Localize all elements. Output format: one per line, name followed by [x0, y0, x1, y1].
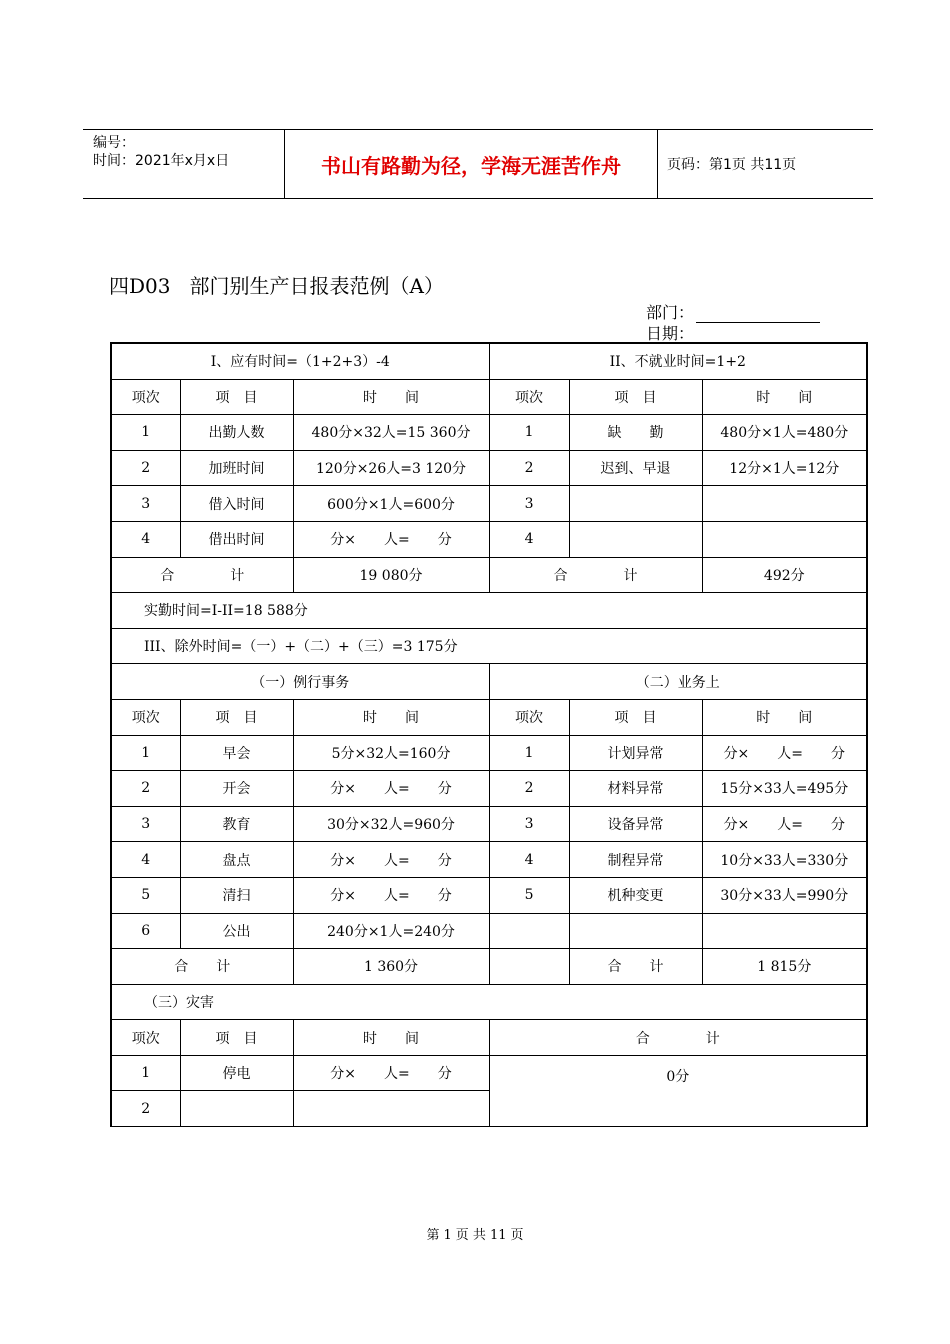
section3-head-right: （二）业务上 — [489, 664, 867, 700]
table-cell: 分× 人= 分 — [293, 771, 489, 807]
col-header: 时 间 — [702, 699, 867, 735]
dept-field — [646, 300, 820, 323]
table-cell — [293, 1091, 489, 1127]
col-header: 项次 — [111, 1020, 180, 1056]
table-cell — [702, 913, 867, 949]
col-header: 项 目 — [180, 699, 293, 735]
table-cell: 480分×32人=15 360分 — [293, 415, 489, 451]
table-cell — [489, 913, 569, 949]
table-cell: 分× 人= 分 — [293, 877, 489, 913]
column-header-row — [111, 379, 867, 415]
table-cell: 1 — [111, 1055, 180, 1091]
table-cell — [569, 913, 702, 949]
total-label: 合 计 — [111, 557, 293, 593]
col-header: 项 目 — [180, 1020, 293, 1056]
total-label: 合 计 — [489, 557, 702, 593]
total-row — [111, 949, 867, 985]
section1-head-right: II、不就业时间=1+2 — [489, 343, 867, 379]
total-value: 1 815分 — [702, 949, 867, 985]
table-cell: 2 — [111, 450, 180, 486]
table-cell: 清扫 — [180, 877, 293, 913]
table-cell: 借入时间 — [180, 486, 293, 522]
table-row — [111, 877, 867, 913]
footer-mid: 页 共 — [455, 1228, 486, 1243]
table-cell: 15分×33人=495分 — [702, 771, 867, 807]
col-header: 项次 — [489, 699, 569, 735]
table-row — [111, 735, 867, 771]
table-cell: 1 — [489, 735, 569, 771]
disaster-header-row — [111, 984, 867, 1020]
table-row — [111, 521, 867, 557]
table-cell: 1 — [111, 415, 180, 451]
table-cell: 120分×26人=3 120分 — [293, 450, 489, 486]
column-header-row — [111, 699, 867, 735]
table-cell — [569, 486, 702, 522]
col-header: 项 目 — [180, 379, 293, 415]
table-row — [111, 806, 867, 842]
col-header: 合 计 — [489, 1020, 867, 1056]
column-header-row — [111, 1020, 867, 1056]
table-row — [111, 842, 867, 878]
empty-cell — [489, 949, 569, 985]
table-cell: 3 — [111, 486, 180, 522]
table-cell: 公出 — [180, 913, 293, 949]
number-label: 编号： — [93, 135, 135, 151]
col-header: 项次 — [489, 379, 569, 415]
table-cell: 480分×1人=480分 — [702, 415, 867, 451]
table-cell: 设备异常 — [569, 806, 702, 842]
footer-page-num: 1 — [443, 1228, 452, 1243]
table-cell: 1 — [489, 415, 569, 451]
table-cell: 3 — [489, 486, 569, 522]
page-footer — [0, 1224, 950, 1243]
table-cell: 分× 人= 分 — [293, 521, 489, 557]
table-cell: 2 — [111, 771, 180, 807]
col-header: 项次 — [111, 379, 180, 415]
actual-time-row — [111, 593, 867, 629]
table-cell: 分× 人= 分 — [702, 735, 867, 771]
table-cell: 缺 勤 — [569, 415, 702, 451]
disaster-head: （三）灾害 — [111, 984, 867, 1020]
table-cell: 30分×33人=990分 — [702, 877, 867, 913]
document-title: 四D03 部门别生产日报表范例（A） — [109, 274, 444, 298]
table-cell: 30分×32人=960分 — [293, 806, 489, 842]
page-info: 页码：第1页 共11页 — [667, 157, 797, 173]
total-row — [111, 557, 867, 593]
col-header: 时 间 — [702, 379, 867, 415]
table-cell: 4 — [489, 842, 569, 878]
table-cell: 2 — [111, 1091, 180, 1127]
excluded-time-row — [111, 628, 867, 664]
excluded-time: III、除外时间=（一）+（二）+（三）=3 175分 — [111, 628, 867, 664]
time-label: 时间：2021年x月x日 — [93, 153, 230, 169]
table-row — [111, 450, 867, 486]
table-row — [111, 486, 867, 522]
table-cell — [569, 521, 702, 557]
total-value: 492分 — [702, 557, 867, 593]
table-cell: 2 — [489, 771, 569, 807]
table-cell: 材料异常 — [569, 771, 702, 807]
footer-prefix: 第 — [426, 1228, 440, 1243]
table-cell: 机种变更 — [569, 877, 702, 913]
disaster-total: 0分 — [489, 1055, 867, 1126]
table-cell: 加班时间 — [180, 450, 293, 486]
table-cell: 5 — [489, 877, 569, 913]
table-cell: 6 — [111, 913, 180, 949]
table-cell: 制程异常 — [569, 842, 702, 878]
table-cell: 4 — [489, 521, 569, 557]
table-cell: 开会 — [180, 771, 293, 807]
table-cell: 盘点 — [180, 842, 293, 878]
table-cell: 计划异常 — [569, 735, 702, 771]
table-row — [111, 771, 867, 807]
col-header: 时 间 — [293, 1020, 489, 1056]
table-cell — [702, 486, 867, 522]
table-cell: 5 — [111, 877, 180, 913]
table-cell: 分× 人= 分 — [293, 842, 489, 878]
date-field — [646, 321, 820, 344]
footer-suffix: 页 — [510, 1228, 524, 1243]
table-cell: 停电 — [180, 1055, 293, 1091]
footer-page-total: 11 — [489, 1228, 507, 1243]
section3-header-row — [111, 664, 867, 700]
section1-head-left: I、应有时间=（1+2+3）-4 — [111, 343, 489, 379]
actual-time: 实勤时间=I-II=18 588分 — [111, 593, 867, 629]
col-header: 时 间 — [293, 379, 489, 415]
section1-header-row — [111, 343, 867, 379]
table-cell: 12分×1人=12分 — [702, 450, 867, 486]
table-cell: 出勤人数 — [180, 415, 293, 451]
header-left — [93, 134, 229, 170]
table-row — [111, 1055, 867, 1091]
col-header: 项 目 — [569, 699, 702, 735]
table-cell: 600分×1人=600分 — [293, 486, 489, 522]
table-row — [111, 913, 867, 949]
total-value: 19 080分 — [293, 557, 489, 593]
table-cell — [180, 1091, 293, 1127]
table-cell: 5分×32人=160分 — [293, 735, 489, 771]
table-cell: 分× 人= 分 — [702, 806, 867, 842]
table-cell: 3 — [489, 806, 569, 842]
table-cell: 教育 — [180, 806, 293, 842]
table-cell: 早会 — [180, 735, 293, 771]
total-label: 合 计 — [569, 949, 702, 985]
table-cell: 迟到、早退 — [569, 450, 702, 486]
col-header: 时 间 — [293, 699, 489, 735]
table-cell: 分× 人= 分 — [293, 1055, 489, 1091]
col-header: 项 目 — [569, 379, 702, 415]
table-cell: 4 — [111, 842, 180, 878]
table-cell: 3 — [111, 806, 180, 842]
table-cell: 240分×1人=240分 — [293, 913, 489, 949]
table-row — [111, 415, 867, 451]
col-header: 项次 — [111, 699, 180, 735]
table-cell: 1 — [111, 735, 180, 771]
dept-label: 部门： — [646, 303, 695, 322]
section3-head-left: （一）例行事务 — [111, 664, 489, 700]
table-cell: 借出时间 — [180, 521, 293, 557]
table-cell: 10分×33人=330分 — [702, 842, 867, 878]
table-cell — [702, 521, 867, 557]
table-cell: 4 — [111, 521, 180, 557]
motto: 书山有路勤为径，学海无涯苦作舟 — [321, 153, 621, 178]
table-cell: 2 — [489, 450, 569, 486]
total-label: 合 计 — [111, 949, 293, 985]
header-divider — [657, 130, 658, 198]
date-label: 日期： — [646, 324, 695, 343]
total-value: 1 360分 — [293, 949, 489, 985]
daily-report-table — [110, 342, 868, 1127]
document-header — [83, 129, 873, 199]
